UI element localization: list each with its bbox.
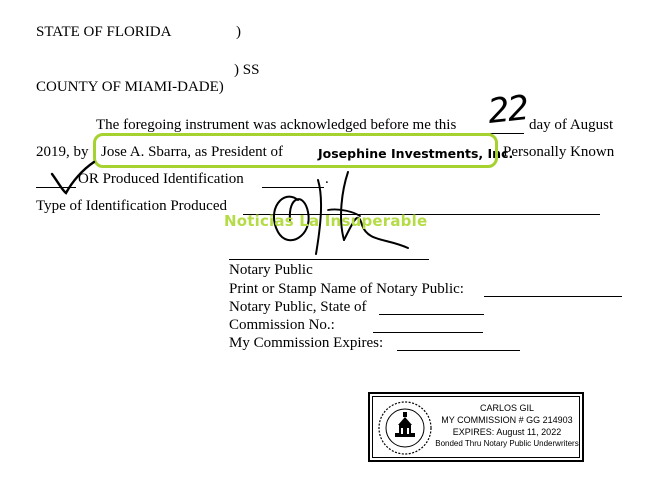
stamp-name: CARLOS GIL bbox=[479, 403, 535, 413]
venue-paren: ) bbox=[236, 24, 241, 40]
year-by: 2019, by bbox=[36, 144, 89, 160]
day-of-month: day of August bbox=[529, 117, 614, 133]
ack-intro: The foregoing instrument was acknowledged before me this bbox=[96, 117, 457, 133]
stamp-expires: EXPIRES: August 11, 2022 bbox=[452, 427, 562, 437]
state-of-label: Notary Public, State of bbox=[229, 299, 367, 315]
signature-line bbox=[229, 259, 429, 260]
expires-blank bbox=[397, 350, 520, 351]
highlight-box bbox=[93, 133, 498, 168]
stamp-commission: MY COMMISSION # GG 214903 bbox=[441, 415, 573, 425]
period: . bbox=[325, 171, 329, 187]
expires-label: My Commission Expires: bbox=[229, 335, 384, 351]
day-blank bbox=[490, 133, 524, 134]
check-mark-icon bbox=[48, 160, 98, 196]
signer-name: Jose A. Sbarra, as President of bbox=[101, 144, 284, 160]
notary-stamp bbox=[368, 392, 584, 462]
watermark: Noticias La Insuperable bbox=[224, 212, 428, 230]
stamp-bonded: Bonded Thru Notary Public Underwriters bbox=[435, 439, 579, 448]
personally-known: Personally Known bbox=[503, 144, 615, 160]
day-handwritten: 22 bbox=[486, 88, 530, 132]
notary-public-label: Notary Public bbox=[229, 262, 313, 278]
state-label: STATE OF FLORIDA bbox=[36, 24, 172, 40]
commission-no-label: Commission No.: bbox=[229, 317, 335, 333]
type-of-id: Type of Identification Produced bbox=[36, 198, 227, 214]
state-of-blank bbox=[379, 314, 484, 315]
ss-label: ) SS bbox=[234, 62, 260, 78]
notary-seal-icon bbox=[377, 399, 433, 457]
or-produced-id: OR Produced Identification bbox=[78, 171, 244, 187]
print-name-blank bbox=[484, 296, 622, 297]
county-label: COUNTY OF MIAMI-DADE) bbox=[36, 79, 224, 95]
print-name-label: Print or Stamp Name of Notary Public: bbox=[229, 281, 464, 297]
company-name: Josephine Investments, Inc. bbox=[318, 146, 514, 161]
commission-no-blank bbox=[373, 332, 483, 333]
